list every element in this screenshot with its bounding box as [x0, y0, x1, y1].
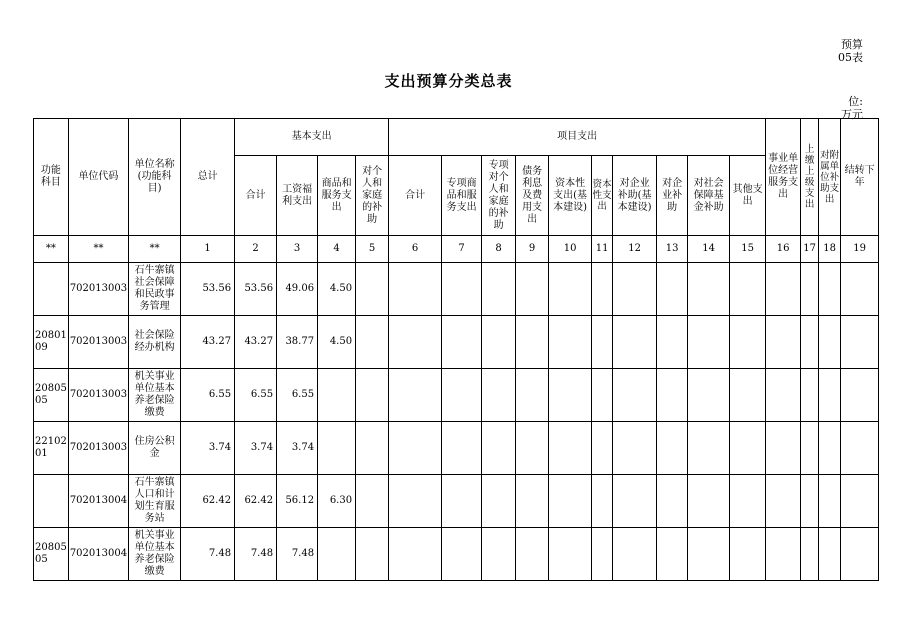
empty-cell [841, 475, 879, 528]
table-row [34, 369, 879, 422]
table-row [34, 475, 879, 528]
form-number-line2: 05表 [838, 51, 863, 64]
empty-cell [613, 316, 657, 369]
empty-cell [482, 422, 516, 475]
empty-cell [442, 422, 482, 475]
total-cell: 53.56 [181, 263, 235, 316]
index-cell: 10 [549, 236, 592, 263]
empty-cell [592, 316, 613, 369]
table-row [34, 263, 879, 316]
empty-cell [819, 528, 841, 581]
index-cell: 13 [657, 236, 688, 263]
col-proj-family: 专项对个人和家庭的补助 [482, 156, 516, 236]
col-goods: 商品和服务支出 [318, 156, 356, 236]
col-func-subject: 功能科目 [34, 119, 69, 236]
index-cell: 5 [356, 236, 389, 263]
empty-cell [356, 422, 389, 475]
basic-sum-cell: 62.42 [235, 475, 277, 528]
empty-cell [688, 369, 730, 422]
empty-cell [819, 422, 841, 475]
index-cell: 4 [318, 236, 356, 263]
index-cell: ** [68, 236, 128, 263]
empty-cell [841, 263, 879, 316]
empty-cell [516, 475, 549, 528]
empty-cell [819, 369, 841, 422]
empty-cell [549, 369, 592, 422]
unit-code-cell: 702013003 [68, 263, 128, 316]
col-debt: 债务利息及费用支出 [516, 156, 549, 236]
empty-cell [801, 263, 819, 316]
empty-cell [482, 475, 516, 528]
col-family-subsidy: 对个人和家庭的补助 [356, 156, 389, 236]
empty-cell [730, 528, 766, 581]
unit-name-cell: 社会保险经办机构 [129, 316, 181, 369]
empty-cell [516, 316, 549, 369]
empty-cell [613, 369, 657, 422]
index-cell: 18 [819, 236, 841, 263]
empty-cell [389, 316, 442, 369]
empty-cell [688, 316, 730, 369]
empty-cell [482, 369, 516, 422]
empty-cell [389, 475, 442, 528]
empty-cell [356, 369, 389, 422]
empty-cell [389, 263, 442, 316]
empty-cell [482, 316, 516, 369]
total-cell: 3.74 [181, 422, 235, 475]
col-upper: 上缴上级支出 [801, 119, 819, 236]
empty-cell [766, 422, 801, 475]
empty-cell [819, 263, 841, 316]
col-affiliated: 对附属单位补助支出 [819, 119, 841, 236]
empty-cell [688, 422, 730, 475]
empty-cell [841, 422, 879, 475]
empty-cell [819, 475, 841, 528]
empty-cell [688, 528, 730, 581]
index-cell: 16 [766, 236, 801, 263]
total-cell: 7.48 [181, 528, 235, 581]
unit-code-cell: 702013004 [68, 528, 128, 581]
empty-cell [657, 263, 688, 316]
col-total: 总计 [181, 119, 235, 236]
index-cell: 11 [592, 236, 613, 263]
goods-cell [318, 369, 356, 422]
unit-code-cell: 702013003 [68, 422, 128, 475]
empty-cell [356, 263, 389, 316]
empty-cell [841, 528, 879, 581]
empty-cell [549, 316, 592, 369]
empty-cell [657, 475, 688, 528]
empty-cell [657, 528, 688, 581]
unit-name-cell: 机关事业单位基本养老保险缴费 [129, 369, 181, 422]
empty-cell [516, 422, 549, 475]
goods-cell [318, 422, 356, 475]
empty-cell [657, 316, 688, 369]
unit-label-line1: 位: [848, 95, 863, 108]
empty-cell [730, 316, 766, 369]
col-proj-goods: 专项商品和服务支出 [442, 156, 482, 236]
empty-cell [801, 475, 819, 528]
empty-cell [766, 263, 801, 316]
empty-cell [549, 475, 592, 528]
index-cell: 2 [235, 236, 277, 263]
goods-cell: 4.50 [318, 263, 356, 316]
form-number-line1: 预算 [841, 38, 863, 51]
unit-code-cell: 702013003 [68, 316, 128, 369]
col-enterprise-basic: 对企业补助(基本建设) [613, 156, 657, 236]
unit-label-line2: 万元 [841, 108, 863, 121]
empty-cell [549, 422, 592, 475]
empty-cell [516, 528, 549, 581]
empty-cell [549, 263, 592, 316]
wages-cell: 38.77 [277, 316, 318, 369]
empty-cell [356, 528, 389, 581]
index-cell: 1 [181, 236, 235, 263]
empty-cell [442, 369, 482, 422]
empty-cell [766, 528, 801, 581]
col-group-project: 项目支出 [389, 119, 766, 156]
empty-cell [819, 316, 841, 369]
empty-cell [801, 369, 819, 422]
empty-cell [516, 369, 549, 422]
index-cell: 3 [277, 236, 318, 263]
empty-cell [801, 316, 819, 369]
empty-cell [442, 528, 482, 581]
index-cell: 19 [841, 236, 879, 263]
table-row [34, 316, 879, 369]
func-subject-cell: 20805 05 [34, 528, 69, 581]
col-basic-sum: 合计 [235, 156, 277, 236]
empty-cell [592, 528, 613, 581]
empty-cell [730, 369, 766, 422]
unit-name-cell: 石牛寨镇社会保障和民政事务管理 [129, 263, 181, 316]
empty-cell [688, 263, 730, 316]
basic-sum-cell: 3.74 [235, 422, 277, 475]
empty-cell [482, 263, 516, 316]
index-cell: ** [34, 236, 69, 263]
empty-cell [389, 369, 442, 422]
index-cell: 14 [688, 236, 730, 263]
basic-sum-cell: 53.56 [235, 263, 277, 316]
index-cell: 12 [613, 236, 657, 263]
empty-cell [442, 475, 482, 528]
page-title: 支出预算分类总表 [384, 72, 513, 90]
index-row [34, 236, 879, 263]
basic-sum-cell: 6.55 [235, 369, 277, 422]
unit-name-cell: 机关事业单位基本养老保险缴费 [129, 528, 181, 581]
unit-name-cell: 住房公积金 [129, 422, 181, 475]
empty-cell [801, 422, 819, 475]
empty-cell [730, 263, 766, 316]
empty-cell [356, 475, 389, 528]
empty-cell [730, 475, 766, 528]
func-subject-cell [34, 263, 69, 316]
empty-cell [592, 422, 613, 475]
col-proj-sum: 合计 [389, 156, 442, 236]
empty-cell [730, 422, 766, 475]
total-cell: 6.55 [181, 369, 235, 422]
wages-cell: 6.55 [277, 369, 318, 422]
empty-cell [766, 369, 801, 422]
empty-cell [613, 263, 657, 316]
index-cell: 17 [801, 236, 819, 263]
index-cell: 6 [389, 236, 442, 263]
index-cell: ** [129, 236, 181, 263]
func-subject-cell: 20801 09 [34, 316, 69, 369]
empty-cell [801, 528, 819, 581]
unit-code-cell: 702013003 [68, 369, 128, 422]
empty-cell [592, 263, 613, 316]
col-business: 事业单位经营服务支出 [766, 119, 801, 236]
table-row [34, 422, 879, 475]
wages-cell: 3.74 [277, 422, 318, 475]
col-other: 其他支出 [730, 156, 766, 236]
empty-cell [613, 475, 657, 528]
unit-name-cell: 石牛寨镇人口和计划生育服务站 [129, 475, 181, 528]
empty-cell [592, 475, 613, 528]
index-cell: 15 [730, 236, 766, 263]
col-enterprise: 对企业补助 [657, 156, 688, 236]
index-cell: 8 [482, 236, 516, 263]
table-row [34, 528, 879, 581]
goods-cell [318, 528, 356, 581]
empty-cell [389, 422, 442, 475]
empty-cell [516, 263, 549, 316]
index-cell: 7 [442, 236, 482, 263]
basic-sum-cell: 7.48 [235, 528, 277, 581]
func-subject-cell [34, 475, 69, 528]
unit-code-cell: 702013004 [68, 475, 128, 528]
wages-cell: 7.48 [277, 528, 318, 581]
col-unit-code: 单位代码 [68, 119, 128, 236]
total-cell: 62.42 [181, 475, 235, 528]
empty-cell [841, 369, 879, 422]
empty-cell [657, 369, 688, 422]
func-subject-cell: 22102 01 [34, 422, 69, 475]
empty-cell [549, 528, 592, 581]
total-cell: 43.27 [181, 316, 235, 369]
col-group-basic: 基本支出 [235, 119, 389, 156]
col-social-fund: 对社会保障基金补助 [688, 156, 730, 236]
col-unit-name: 单位名称(功能科目) [129, 119, 181, 236]
empty-cell [766, 316, 801, 369]
col-carry: 结转下年 [841, 119, 879, 236]
basic-sum-cell: 43.27 [235, 316, 277, 369]
func-subject-cell: 20805 05 [34, 369, 69, 422]
wages-cell: 56.12 [277, 475, 318, 528]
empty-cell [613, 528, 657, 581]
empty-cell [766, 475, 801, 528]
empty-cell [442, 263, 482, 316]
col-capital: 资本性支出 [592, 156, 613, 236]
wages-cell: 49.06 [277, 263, 318, 316]
empty-cell [657, 422, 688, 475]
budget-table [33, 118, 879, 581]
col-capital-basic: 资本性支出(基本建设) [549, 156, 592, 236]
empty-cell [389, 528, 442, 581]
empty-cell [356, 316, 389, 369]
empty-cell [613, 422, 657, 475]
goods-cell: 6.30 [318, 475, 356, 528]
index-cell: 9 [516, 236, 549, 263]
form-number [838, 38, 863, 64]
empty-cell [442, 316, 482, 369]
empty-cell [841, 316, 879, 369]
goods-cell: 4.50 [318, 316, 356, 369]
empty-cell [592, 369, 613, 422]
empty-cell [482, 528, 516, 581]
empty-cell [688, 475, 730, 528]
col-wages: 工资福利支出 [277, 156, 318, 236]
